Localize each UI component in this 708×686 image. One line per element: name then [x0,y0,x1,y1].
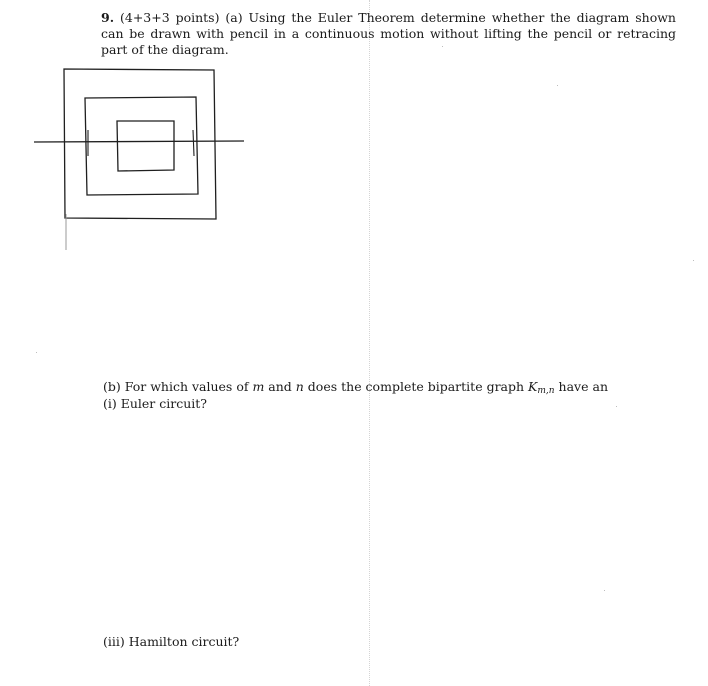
scan-speck [36,352,37,353]
scan-speck [557,85,558,86]
part-b-prefix: (b) For which values of [103,379,253,394]
scan-speck [442,46,443,47]
part-b-suffix: have an [554,379,608,394]
question-prompt: (4+3+3 points) (a) Using the Euler Theorem determine whether the diagram shown can be drawn with pencil in a continuous motion without lifting the pencil or retracing part of the diagram. [101,10,676,57]
part-b-item-iii: (iii) Hamilton circuit? [103,634,240,649]
scan-speck [693,260,694,261]
page-fold-line [369,0,370,686]
scan-speck [616,406,617,407]
part-b-middle: does the complete bipartite graph [303,379,529,394]
part-b-item-i: (i) Euler circuit? [103,396,207,411]
inner-square [117,121,174,171]
variable-m: m [252,379,265,394]
scan-speck [604,590,605,591]
horizontal-cross-line [34,141,244,142]
graph-subscript: m,n [537,386,555,396]
question-number: 9. [101,10,115,25]
middle-square [85,97,198,195]
question-9-text [101,10,676,58]
variable-n: n [295,379,304,394]
crossing-tick-right [193,130,194,156]
nested-squares-diagram [30,64,246,254]
graph-symbol-k: K [528,379,538,394]
part-b-and: and [264,379,296,394]
